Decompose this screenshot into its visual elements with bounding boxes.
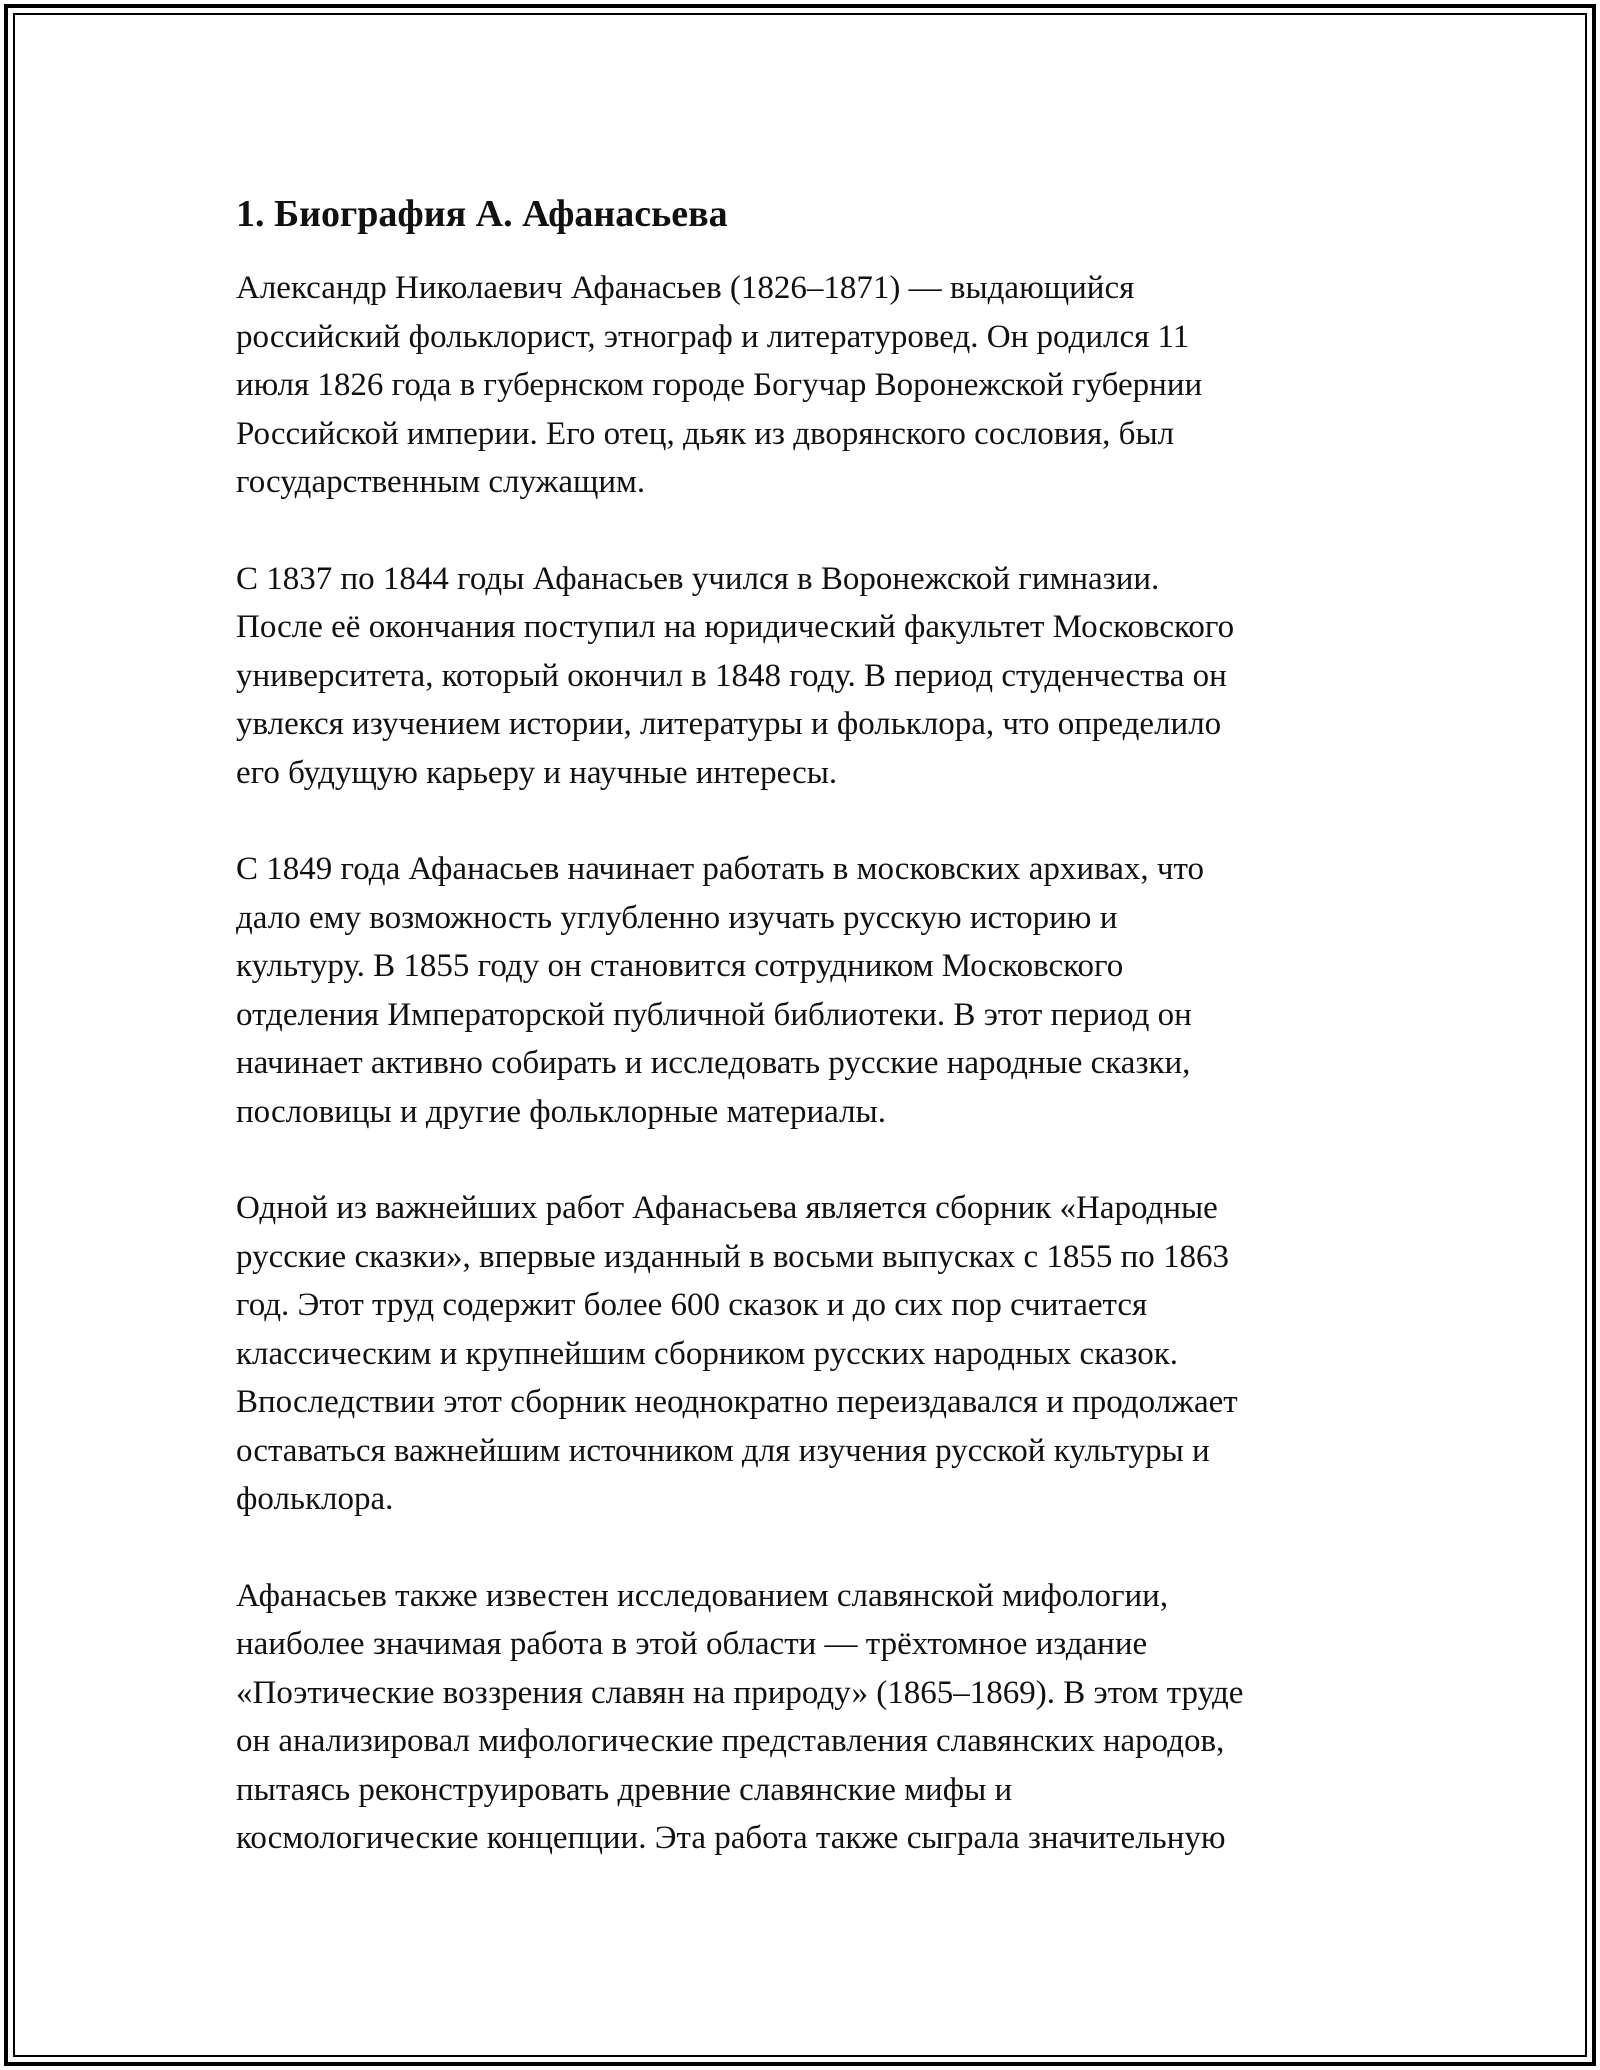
paragraph-5: Афанасьев также известен исследованием славянской мифологии, наиболее значимая работа в этой области — трёхтомное издание «Поэтические воззрения славян на природу» (1865–1869). В этом труде он анализировал мифологические представления славянских народов, пытаясь реконструировать древние славянские мифы и космологические концепции. Эта работа также сыграла значительную <box>236 1577 1244 1856</box>
paragraph-2: С 1837 по 1844 годы Афанасьев учился в Воронежской гимназии. После её окончания поступил на юридический факультет Московского университета, который окончил в 1848 году. В период студенчества он увлекся изучением истории, литературы и фольклора, что определило его будущую карьеру и научные интересы. <box>236 560 1235 791</box>
paragraph-1: Александр Николаевич Афанасьев (1826–1871) — выдающийся российский фольклорист, этнограф и литературовед. Он родился 11 июля 1826 года в губернском городе Богучар Воронежской губернии Российской империи. Его отец, дьяк из дворянского сословия, был государственным служащим. <box>236 270 1203 500</box>
section-heading: 1. Биография А. Афанасьева <box>236 193 728 235</box>
paragraph-3: С 1849 года Афанасьев начинает работать в московских архивах, что дало ему возможность углубленно изучать русскую историю и культуру. В 1855 году он становится сотрудником Московского отделения Императорской публичной библиотеки. В этот период он начинает активно собирать и исследовать русские народные сказки, пословицы и другие фольклорные материалы. <box>236 851 1204 1130</box>
paragraph-4: Одной из важнейших работ Афанасьева является сборник «Народные русские сказки», впервые изданный в восьми выпусках с 1855 по 1863 год. Этот труд содержит более 600 сказок и до сих пор считается классическим и крупнейшим сборником русских народных сказок. Впоследствии этот сборник неоднократно переиздавался и продолжает оставаться важнейшим источником для изучения русской культуры и фольклора. <box>236 1190 1238 1517</box>
document-body <box>236 186 1366 1911</box>
